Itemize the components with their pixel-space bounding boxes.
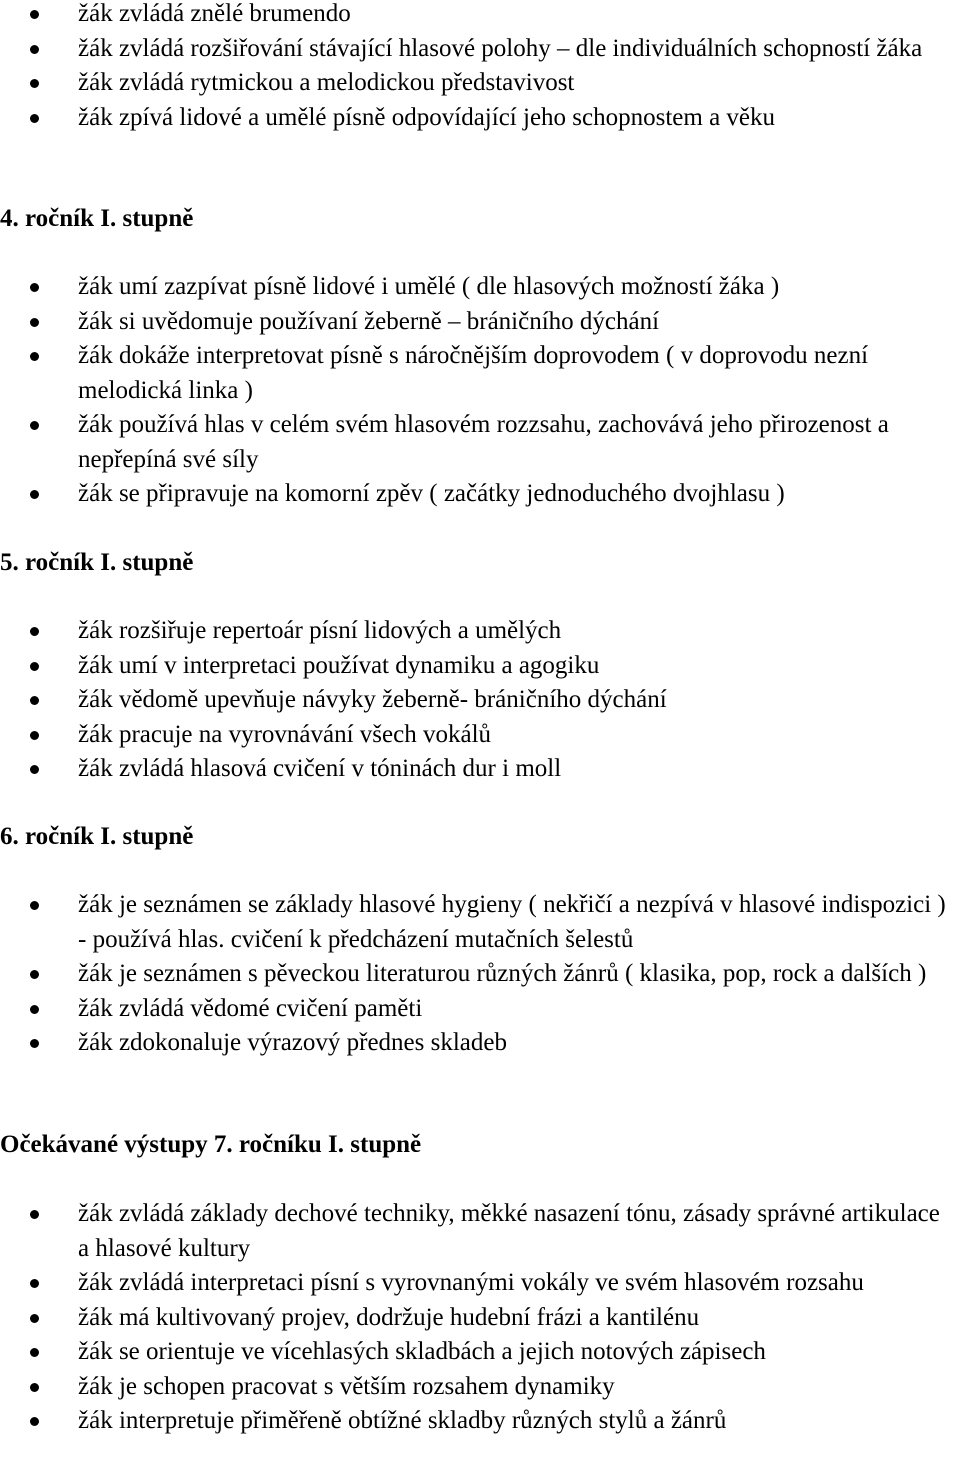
list-item-text: žák je schopen pracovat s větším rozsahem dynamiky (78, 1372, 615, 1400)
section-heading-5: 5. ročník I. stupně (0, 549, 194, 576)
bullet-icon (30, 114, 39, 123)
list-item (0, 408, 960, 477)
list-item-text: žák umí zazpívat písně lidové i umělé ( dle hlasových možností žáka ) (78, 273, 780, 300)
intro-list (0, 0, 960, 135)
list-item (0, 32, 960, 67)
list-item (0, 957, 960, 992)
list-item (0, 1370, 960, 1405)
list-item-text: žák zvládá znělé brumendo (78, 0, 351, 27)
bullet-icon (30, 1210, 39, 1219)
bullet-icon (30, 1279, 39, 1288)
list-item (0, 1301, 960, 1336)
list-item (0, 66, 960, 101)
section-7-list (0, 1197, 960, 1439)
list-item (0, 477, 960, 512)
list-item-text: žák interpretuje přiměřeně obtížné skladby různých stylů a žánrů (78, 1407, 727, 1434)
list-item (0, 683, 960, 718)
list-item-text: žák používá hlas v celém svém hlasovém rozzsahu, zachovává jeho přirozenost a nepřepíná své síly (78, 411, 889, 473)
bullet-icon (30, 662, 39, 671)
bullet-icon (30, 45, 39, 54)
list-item-text: žák zvládá základy dechové techniky, měkké nasazení tónu, zásady správné artikulace a hlasové kultury (78, 1200, 940, 1262)
list-item-text: žák je seznámen se základy hlasové hygieny ( nekřičí a nezpívá v hlasové indispozici ) - používá hlas. cvičení k předcházení mutačních šelestů (78, 891, 946, 953)
bullet-icon (30, 731, 39, 740)
list-item-text: žák má kultivovaný projev, dodržuje hudební frázi a kantilénu (78, 1303, 700, 1331)
list-item (0, 1197, 960, 1266)
list-item (0, 718, 960, 753)
list-item (0, 992, 960, 1027)
list-item (0, 888, 960, 957)
list-item (0, 1404, 960, 1439)
bullet-icon (30, 318, 39, 327)
bullet-icon (30, 1314, 39, 1323)
bullet-icon (30, 1348, 39, 1357)
bullet-icon (30, 970, 39, 979)
bullet-icon (30, 1005, 39, 1014)
bullet-icon (30, 901, 39, 910)
section-6-list (0, 888, 960, 1061)
bullet-icon (30, 352, 39, 361)
bullet-icon (30, 10, 39, 19)
list-item-text: žák umí v interpretaci používat dynamiku a agogiku (78, 651, 600, 679)
list-item (0, 752, 960, 787)
list-item-text: žák je seznámen s pěveckou literaturou různých žánrů ( klasika, pop, rock a dalších ) (78, 960, 927, 987)
bullet-icon (30, 490, 39, 499)
list-item-text: žák pracuje na vyrovnávání všech vokálů (78, 720, 492, 748)
list-item (0, 339, 960, 408)
bullet-icon (30, 765, 39, 774)
list-item-text: žák zvládá hlasová cvičení v tóninách dur i moll (78, 755, 562, 782)
list-item-text: žák zvládá interpretaci písní s vyrovnanými vokály ve svém hlasovém rozsahu (78, 1269, 864, 1296)
bullet-icon (30, 79, 39, 88)
bullet-icon (30, 627, 39, 636)
list-item-text: žák zvládá rozšiřování stávající hlasové polohy – dle individuálních schopností žáka (78, 34, 923, 62)
list-item (0, 0, 960, 32)
bullet-icon (30, 283, 39, 292)
list-item-text: žák rozšiřuje repertoár písní lidových a umělých (78, 617, 562, 644)
section-5-list (0, 614, 960, 787)
list-item (0, 1266, 960, 1301)
list-item-text: žák dokáže interpretovat písně s náročnějším doprovodem ( v doprovodu nezní melodická linka ) (78, 342, 869, 404)
list-item-text: žák vědomě upevňuje návyky žeberně- bráničního dýchání (78, 686, 667, 713)
section-heading-4: 4. ročník I. stupně (0, 205, 194, 232)
list-item-text: žák zpívá lidové a umělé písně odpovídající jeho schopnostem a věku (78, 103, 776, 131)
bullet-icon (30, 1417, 39, 1426)
list-item-text: žák se orientuje ve vícehlasých skladbách a jejich notových zápisech (78, 1338, 766, 1365)
section-heading-7: Očekávané výstupy 7. ročníku I. stupně (0, 1131, 422, 1158)
bullet-icon (30, 1383, 39, 1392)
list-item (0, 614, 960, 649)
section-heading-6: 6. ročník I. stupně (0, 823, 194, 850)
list-item-text: žák se připravuje na komorní zpěv ( začátky jednoduchého dvojhlasu ) (78, 480, 785, 507)
bullet-icon (30, 696, 39, 705)
list-item-text: žák zdokonaluje výrazový přednes skladeb (78, 1029, 508, 1056)
list-item-text: žák si uvědomuje používaní žeberně – bráničního dýchání (78, 307, 660, 335)
list-item-text: žák zvládá rytmickou a melodickou představivost (78, 69, 575, 96)
bullet-icon (30, 421, 39, 430)
list-item (0, 101, 960, 136)
list-item (0, 270, 960, 305)
list-item (0, 1026, 960, 1061)
list-item (0, 649, 960, 684)
list-item (0, 1335, 960, 1370)
bullet-icon (30, 1039, 39, 1048)
section-4-list (0, 270, 960, 512)
list-item-text: žák zvládá vědomé cvičení paměti (78, 994, 423, 1022)
list-item (0, 305, 960, 340)
